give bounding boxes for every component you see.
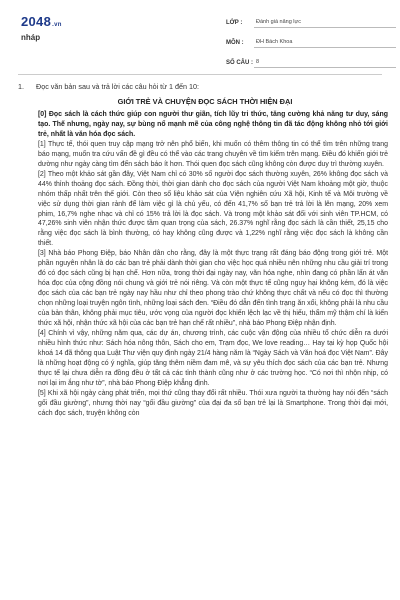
subject-value: ĐH Bách Khoa (254, 36, 396, 48)
site-logo[interactable] (21, 14, 62, 29)
class-label: LỚP : (226, 20, 243, 26)
class-field-row (226, 14, 396, 28)
paragraph-5: [5] Khi xã hội ngày càng phát triển, mọi thứ cũng thay đổi rất nhiều. Thói xưa người ta thường hay nói đến “sách gối đầu giường”, nhưng thời nay “gối đầu giường” của đại đa số bạn trẻ lại là Smartphone. Trong thời đại mới, cách đọc sách, truyện không còn (38, 389, 388, 417)
question-count-field-row (226, 54, 396, 68)
paragraph-1: [1] Thực tế, thói quen truy cập mạng trở nên phổ biến, khi muốn có thêm thông tin có thể tìm trên những trang báo mạng, muốn tra cứu vấn đề gì đều có thể vào các trang chuyên về tìm kiếm trên mạng. Điều đó khiến giới trẻ dường như ngày càng tìm đến sách báo ít hơn. Thói quen đọc sách cũng không còn được duy trì thường xuyên. (38, 140, 388, 168)
class-value: Đánh giá năng lực (254, 16, 396, 28)
logo-suffix-text: .vn (52, 22, 62, 28)
question-count-value: 8 (254, 56, 396, 68)
question-number: 1. (18, 82, 24, 91)
document-title: GIỚI TRẺ VÀ CHUYỆN ĐỌC SÁCH THỜI HIỆN ĐẠI (117, 97, 293, 106)
paragraph-2: [2] Theo một khảo sát gần đây, Việt Nam chỉ có 30% số người đọc sách thường xuyên, 26% không đọc sách và 44% thỉnh thoảng đọc sách. Đồng thời, thời gian dành cho đọc sách của người Việt Nam khoảng một giờ, thuộc nhóm thấp nhất trên thế giới. Còn theo số liệu khảo sát của Viện nghiên cứu Xã hội, Kinh tế và Môi trường về việc sử dụng thời gian rảnh để làm việc gì là chủ yếu, có đến 41,7% số bạn trẻ trả lời là lên mạng, 20% xem phim, 16,7% nghe nhạc và chỉ có 15% trả lời là đọc sách. Và trong một khảo sát đối với sinh viên TP.HCM, có 47,26% sinh viên nhận thức được tầm quan trọng của sách, 26.37% nghĩ rằng đọc sách là cần thiết, 25,15 cho rằng việc đọc sách là bình thường, có hay không cũng được và 1,22% nghĩ rằng việc đọc sách là không cần thiết. (38, 170, 388, 248)
paragraph-4: [4] Chính vì vậy, những năm qua, các dự án, chương trình, các cuộc vận động của nhiều tổ chức diễn ra dưới nhiều hình thức như: Sách hóa nông thôn, Sách cho em, Trạm đọc, We love reading… Hay tại kỳ họp Quốc hội khoá 14 đã thông qua Luật Thư viện quy định ngày 21/4 hàng năm là “Ngày Sách và Văn hoá đọc Việt Nam”. Đây là những hoạt động có ý nghĩa, giúp tăng thêm niềm đam mê, và sự yêu thích đọc sách của các bạn trẻ. Nhưng thực tế lại chưa diễn ra đồng đều ở tất cả các tỉnh thành cũng như ở các trường học. “Có nơi thì nhộn nhịp, có nơi lại im ắng như tờ”, nhà báo Phong Điệp khẳng định. (38, 329, 388, 387)
exam-info-panel (226, 14, 396, 74)
question-count-label: SỐ CÂU : (226, 60, 253, 66)
subject-field-row (226, 34, 396, 48)
header-divider (18, 74, 382, 75)
question-block (18, 82, 382, 92)
paragraph-3: [3] Nhà báo Phong Điệp, báo Nhân dân cho rằng, đây là một thực trạng rất đáng báo động trong giới trẻ. Một phần nguyên nhân là do các bạn trẻ phải dành thời gian cho việc học quá nhiều nên những nhu cầu giải trí trong đó có đọc sách cũng bị hạn chế. Hơn nữa, trong thời đại ngày nay, văn hóa nghe, nhìn đang có phần lấn át văn hóa đọc của cộng đồng nói chung và giới trẻ nói riêng. Và còn một thực tế cũng nguy hại không kém, đó là việc đọc sách của các bạn trẻ ngày nay hầu như chỉ theo phong trào chứ không thực chất và nếu có đọc thì thường chọn những loại truyện ngôn tình, những loại sách đen. “Điều đó dẫn đến tình trạng ăn xổi, không phải là nhu cầu của bản thân, không phải mục tiêu, ước vọng của người đọc khiến lệch lạc về thị hiếu, thẩm mỹ thậm chí là kiến thức xã hội, nhận thức xã hội của các bạn trẻ hạn chế rất nhiều”, nhà báo Phong Điệp nhận định. (38, 250, 388, 328)
page-header (0, 0, 400, 72)
page-subtitle: nháp (21, 33, 41, 42)
logo-main-text: 2048 (21, 14, 52, 29)
subject-label: MÔN : (226, 40, 244, 46)
paragraph-0: [0] Đọc sách là cách thức giúp con người thư giãn, tích lũy tri thức, tăng cường khả năng tư duy, sáng tạo. Thế nhưng, ngày nay, sự bùng nổ mạnh mẽ của công nghệ thông tin đã tác động không nhỏ tới giới trẻ, nhất là văn hóa đọc sách. (38, 111, 388, 138)
question-instruction: Đọc văn bản sau và trả lời các câu hỏi từ 1 đến 10: (36, 82, 199, 91)
document-body (38, 110, 388, 419)
